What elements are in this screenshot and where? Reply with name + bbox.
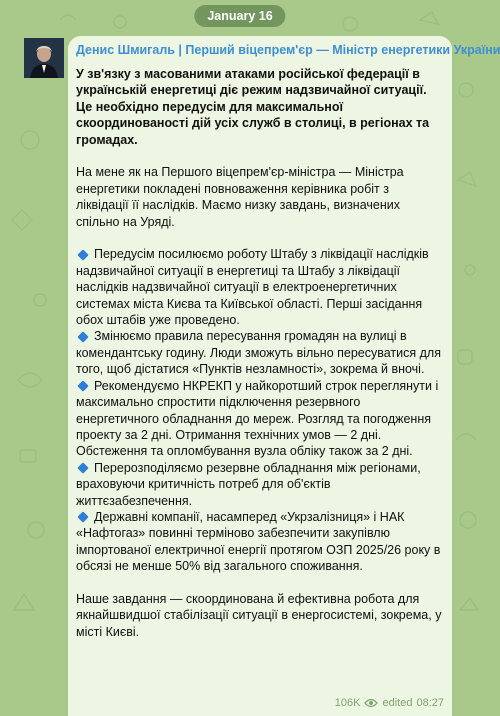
bullet-item: Державні компанії, насамперед «Укрзалізниця» і НАК «Нафтогаз» повинні терміново забезпечити закупівлю імпортованої електричної енергії протягом ОЗП 2025/26 року в обсязі не менше 50% від загального споживання. xyxy=(76,509,441,574)
bullet-item: Рекомендуємо НКРЕКП у найкоротший строк переглянути і максимально спростити підключення резервного енергетичного обладнання до мереж. Розгляд та погодження проекту за 2 дні. Отримання технічних умов — 2 дні. Обстеження та опломбування вузла обліку також за 2 дні. xyxy=(76,378,439,459)
bullet-item: Перерозподіляємо резервне обладнання між регіонами, враховуючи критичність потреб для об'єктів життєзабезпечення. xyxy=(76,460,421,508)
channel-avatar[interactable] xyxy=(24,38,64,78)
blue-diamond-icon xyxy=(77,380,88,391)
message-bubble[interactable] xyxy=(68,36,500,716)
sender-name[interactable]: Денис Шмигаль | Перший віцепрем'єр — Міністр енергетики України xyxy=(76,43,500,57)
person-silhouette-icon xyxy=(24,38,64,78)
bullet-item: Передусім посилюємо роботу Штабу з ліквідації наслідків надзвичайної ситуації в енергетиці та Штабу з ліквідації наслідків надзвичайної ситуації в електроенергетичних системах міста Києва та Київської області. Перші засідання обох штабів уже проведено. xyxy=(76,247,429,328)
view-count: 106K xyxy=(334,697,361,709)
blue-diamond-icon xyxy=(77,331,88,342)
message-time: 08:27 xyxy=(416,697,444,709)
date-separator: January 16 xyxy=(194,5,285,27)
message-text xyxy=(76,66,444,640)
edited-label: edited xyxy=(382,697,413,709)
paragraph-role: На мене як на Першого віцепрем'єр-міністра — Міністра енергетики покладені повноваження керівника робіт з ліквідації її наслідків. Маємо низку завдань, визначених спільно на Уряді. xyxy=(76,165,404,229)
blue-diamond-icon xyxy=(77,462,88,473)
bullet-item: Змінюємо правила пересування громадян на вулиці в комендантську годину. Люди зможуть вільно пересуватися для того, щоб дістатися «Пунктів незламності», зокрема й вночі. xyxy=(76,329,441,377)
eye-icon xyxy=(364,698,378,708)
paragraph-closing: Наше завдання — скоординована й ефективна робота для якнайшвидшої стабілізації ситуації в енергосистемі, зокрема, у місті Києві. xyxy=(76,591,442,639)
message-meta xyxy=(335,697,444,709)
blue-diamond-icon xyxy=(77,249,88,260)
paragraph-intro: У зв'язку з масованими атаками російської федерації в українській енергетиці діє режим надзвичайної ситуації. Це необхідно передусім для максимальної скоординованості дій усіх служб в столиці, в регіонах та громадах. xyxy=(76,67,430,147)
blue-diamond-icon xyxy=(77,511,88,522)
